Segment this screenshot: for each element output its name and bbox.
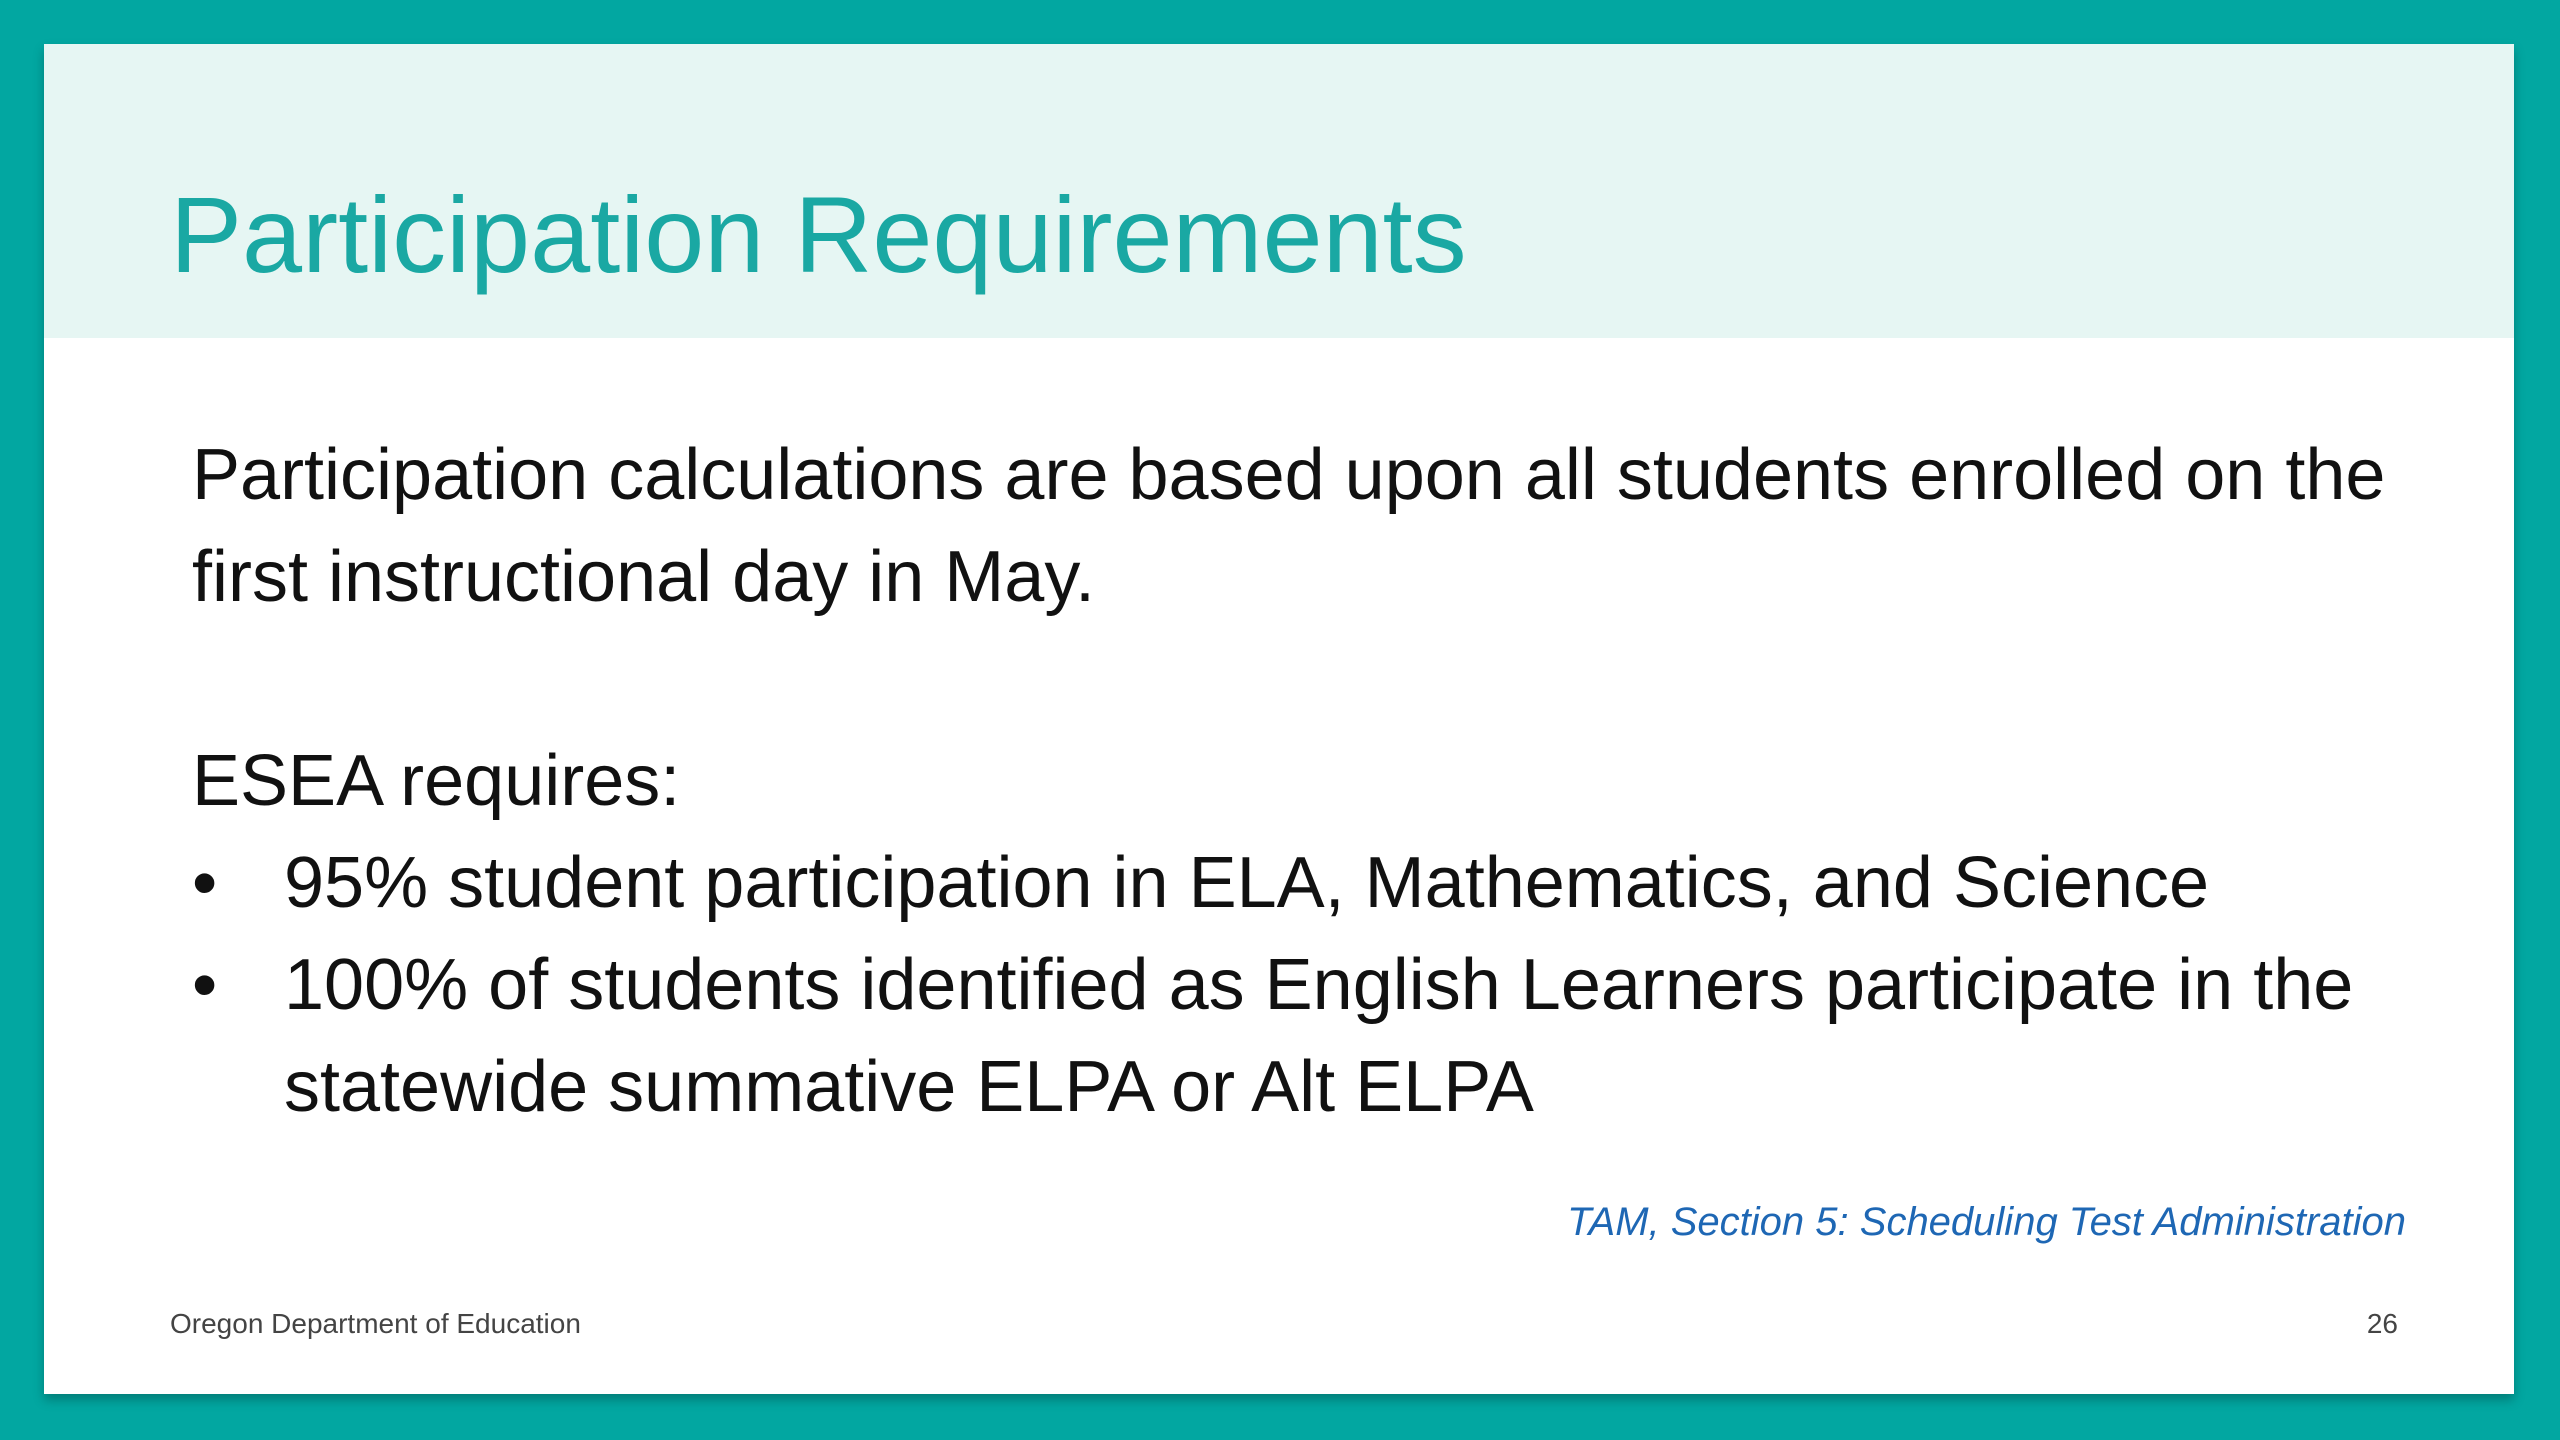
slide-title: Participation Requirements xyxy=(170,174,1467,295)
requirements-list xyxy=(192,832,2472,1138)
bullet-icon: • xyxy=(192,945,218,1025)
list-item xyxy=(192,934,2472,1138)
requirement-text: 95% student participation in ELA, Mathematics, and Science xyxy=(284,843,2210,923)
slide xyxy=(44,44,2514,1394)
requirement-text: 100% of students identified as English Learners participate in the statewide summative ELPA or Alt ELPA xyxy=(284,945,2354,1127)
citation-link[interactable]: TAM, Section 5: Scheduling Test Administration xyxy=(1567,1200,2406,1244)
footer-organization: Oregon Department of Education xyxy=(170,1308,581,1339)
esea-heading: ESEA requires: xyxy=(192,741,681,821)
intro-paragraph: Participation calculations are based upon all students enrolled on the first instructional day in May. xyxy=(192,435,2386,617)
bullet-icon: • xyxy=(192,843,218,923)
slide-body xyxy=(192,424,2472,1138)
list-item xyxy=(192,832,2472,934)
page-number: 26 xyxy=(2366,1308,2398,1339)
title-band xyxy=(44,44,2514,338)
